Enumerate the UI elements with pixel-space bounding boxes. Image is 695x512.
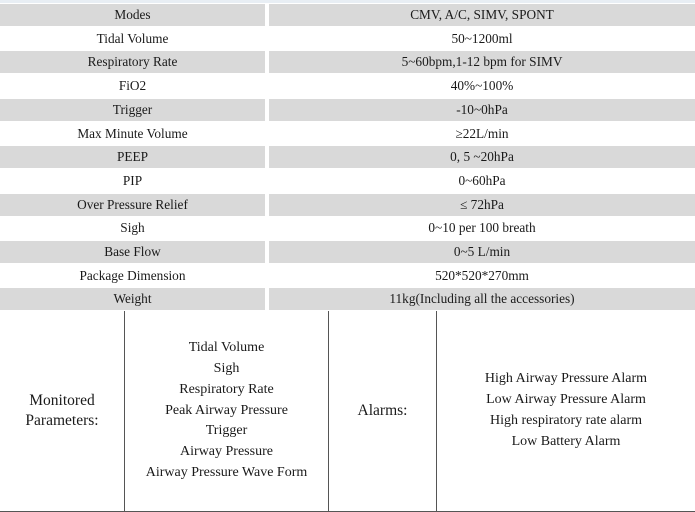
spec-value: ≤ 72hPa [269,194,695,216]
spec-value: 11kg(Including all the accessories) [269,288,695,310]
spec-label: Weight [0,288,265,310]
spec-value: 0~60hPa [458,172,506,188]
alarm-item: Low Airway Pressure Alarm [486,392,646,408]
spec-label: Base Flow [0,241,265,263]
spec-row [0,74,695,98]
spec-row [0,98,695,122]
spec-value: 0~5 L/min [269,241,695,263]
spec-label: Respiratory Rate [0,51,265,73]
spec-value: 50~1200ml [451,30,513,46]
monitored-item: Tidal Volume [188,340,265,356]
monitored-item: Trigger [205,423,248,439]
monitored-item: Peak Airway Pressure [165,402,288,418]
spec-value: 0~10 per 100 breath [428,220,536,236]
alarms-heading: Alarms: [357,402,408,419]
spec-row [0,240,695,264]
monitored-parameters-list [125,311,328,511]
monitored-parameters-heading [0,311,124,511]
spec-label: Package Dimension [79,267,186,283]
monitored-title-line1: Monitored [29,392,95,409]
spec-row [0,145,695,169]
spec-label: PEEP [0,146,265,168]
spec-value: 5~60bpm,1-12 bpm for SIMV [269,51,695,73]
monitored-item: Airway Pressure [180,444,273,460]
monitored-title-line2: Parameters: [25,412,99,429]
spec-label: Sigh [120,220,145,236]
monitored-item: Sigh [213,361,240,376]
spec-label: Modes [0,4,265,26]
spec-row [0,193,695,217]
spec-value: 0, 5 ~20hPa [269,146,695,168]
spec-row [0,50,695,74]
spec-row [0,216,695,240]
spec-row [0,122,695,146]
spec-row [0,264,695,288]
spec-label: Trigger [0,99,265,121]
alarm-item: Low Battery Alarm [511,433,621,449]
spec-value: -10~0hPa [269,99,695,121]
spec-value: 40%~100% [450,78,514,94]
spec-label: FiO2 [118,78,147,94]
spec-value: CMV, A/C, SIMV, SPONT [269,4,695,26]
spec-row [0,287,695,311]
spec-label: Max Minute Volume [77,125,188,141]
spec-value: ≥22L/min [455,125,509,141]
monitored-item: Respiratory Rate [179,381,274,397]
alarm-item: High Airway Pressure Alarm [484,371,648,387]
spec-row [0,27,695,51]
spec-label: Tidal Volume [96,30,169,46]
spec-row [0,3,695,27]
alarm-item: High respiratory rate alarm [490,413,642,428]
alarms-list [437,311,695,511]
monitored-item: Airway Pressure Wave Form [145,464,308,480]
monitoring-section [0,311,695,512]
spec-label: Over Pressure Relief [0,194,265,216]
spec-label: PIP [122,172,143,188]
spec-value: 520*520*270mm [435,267,529,283]
spec-row [0,169,695,193]
